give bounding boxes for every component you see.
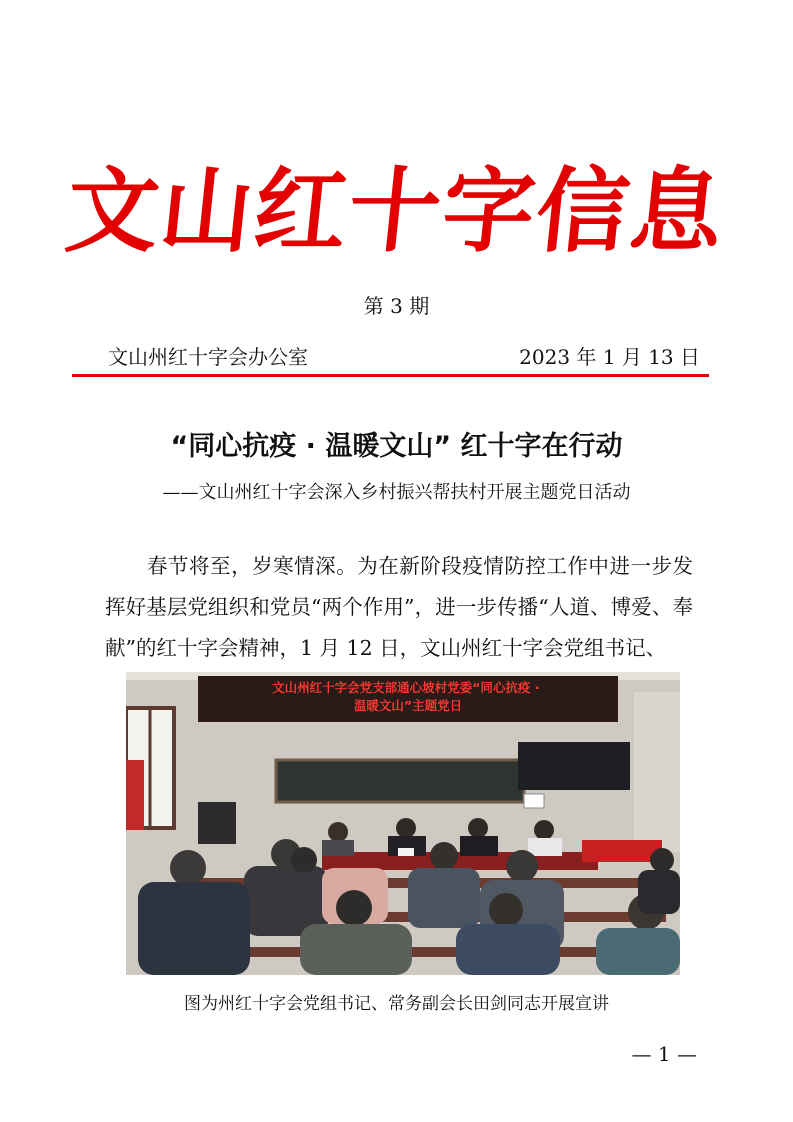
issuing-office: 文山州红十字会办公室: [108, 345, 308, 369]
page-number: — 1 —: [631, 1042, 697, 1066]
meeting-photo: [126, 672, 680, 975]
banner-text: 文山州红十字会党支部通心坡村党委“同心抗疫 · 温暖文山”主题党日: [272, 680, 544, 713]
header-divider: [72, 374, 709, 377]
article-subtitle: ——文山州红十字会深入乡村振兴帮扶村开展主题党日活动: [162, 482, 631, 503]
issue-number: 第 3 期: [363, 294, 430, 318]
issue-date: 2023 年 1 月 13 日: [519, 345, 700, 369]
article-title: “同心抗疫 · 温暖文山” 红十字在行动: [170, 431, 623, 462]
masthead-title: 文山红十字信息: [61, 158, 731, 265]
article-paragraph: 春节将至，岁寒情深。为在新阶段疫情防控工作中进一步发挥好基层党组织和党员“两个作用”，进一步传播“人道、博爱、奉献”的红十字会精神，1 月 12 日，文山州红十字会党组书记、: [105, 554, 693, 660]
photo-caption: 图为州红十字会党组书记、常务副会长田剑同志开展宣讲: [184, 994, 609, 1014]
